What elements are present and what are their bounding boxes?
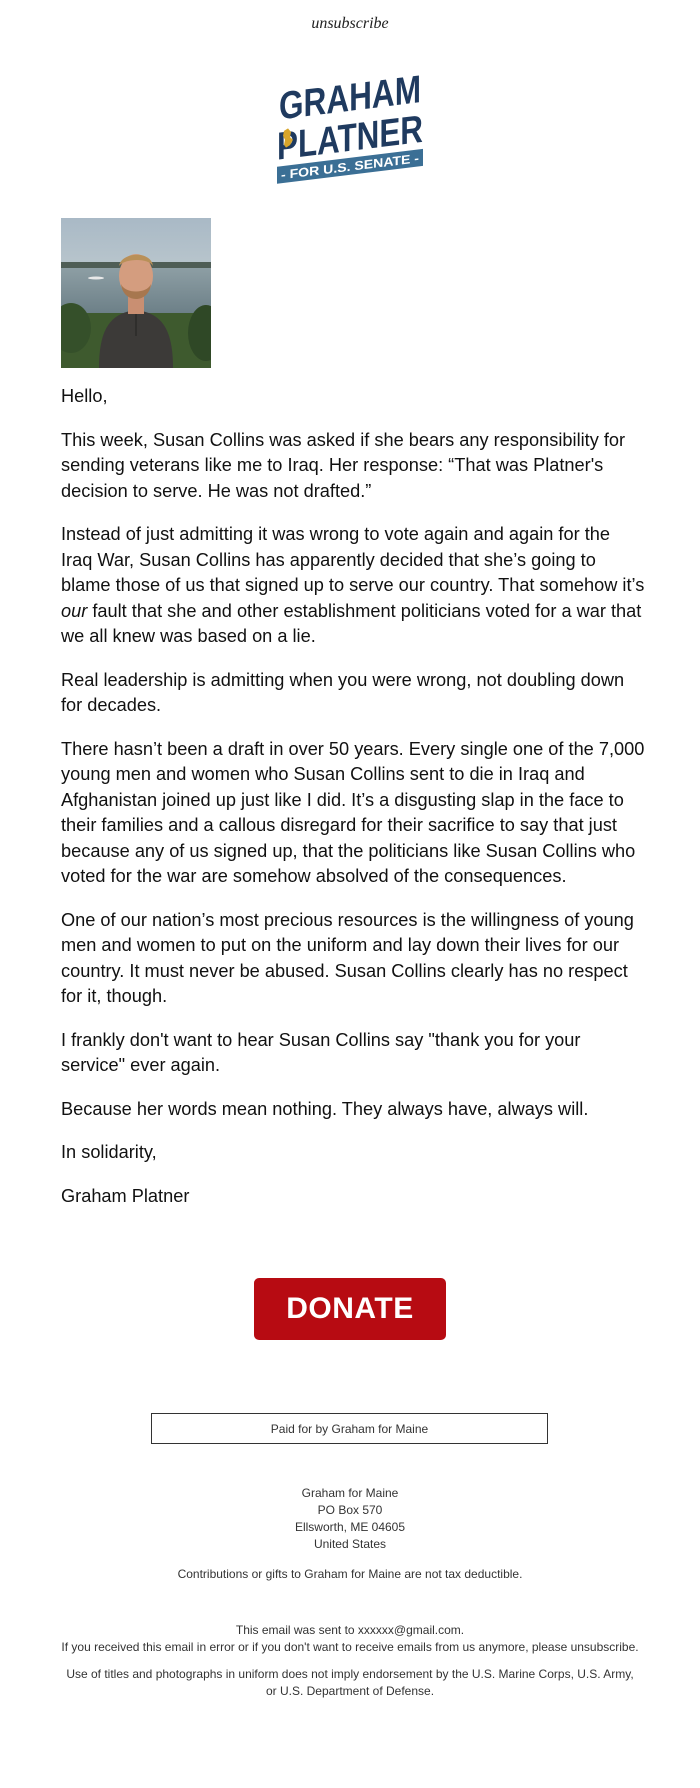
campaign-logo-graphic — [275, 68, 425, 186]
address-line-4: United States — [313, 1537, 387, 1551]
donate-button[interactable]: DONATE — [254, 1278, 446, 1340]
logo-line-2: PLATNER — [277, 103, 425, 169]
address-line-3: Ellsworth, ME 04605 — [294, 1520, 406, 1534]
disclaimer-line-1: Use of titles and photographs in uniform does not imply endorsement by the U.S. Marine Corps, U.S. Army, — [66, 1667, 634, 1681]
disclaimer — [0, 1666, 700, 1700]
email-body — [61, 384, 646, 1209]
paragraph-5: One of our nation’s most precious resources is the willingness of young men and women to put on the uniform and lay down their lives for our country. It must never be abused. Susan Collins clearly has no respect for it, though. — [61, 909, 634, 1006]
campaign-logo[interactable] — [275, 68, 425, 186]
paragraph-3: Real leadership is admitting when you were wrong, not doubling down for decades. — [61, 669, 625, 715]
address-line-2: PO Box 570 — [317, 1503, 383, 1517]
sent-to-line: This email was sent to xxxxxx@gmail.com. — [235, 1623, 465, 1637]
greeting: Hello, — [61, 386, 108, 406]
mailing-address — [0, 1485, 700, 1553]
paragraph-2 — [61, 522, 646, 650]
paragraph-2-end: fault that she and other establishment politicians voted for a war that we all knew was based on a lie. — [61, 600, 642, 646]
address-line-1: Graham for Maine — [301, 1486, 399, 1500]
paragraph-2-emphasis: our — [61, 600, 88, 621]
unsubscribe-link[interactable]: unsubscribe — [311, 15, 389, 32]
logo-line-1: GRAHAM — [279, 68, 425, 129]
signature: Graham Platner — [61, 1185, 190, 1206]
paragraph-7: Because her words mean nothing. They always have, always will. — [61, 1098, 589, 1119]
paragraph-4: There hasn’t been a draft in over 50 years. Every single one of the 7,000 young men and women who Susan Collins sent to die in Iraq and Afghanistan joined up just like I did. It’s a disgusting slap in the face to their families and a callous disregard for their sacrifice to say that just because any of us signed up, that the politicians like Susan Collins who voted for the war are somehow absolved of the consequences. — [61, 738, 645, 886]
disclaimer-line-2: or U.S. Department of Defense. — [265, 1684, 435, 1698]
paragraph-6: I frankly don't want to hear Susan Collins say "thank you for your service" ever again. — [61, 1029, 581, 1075]
candidate-photo — [61, 218, 211, 368]
paragraph-1: This week, Susan Collins was asked if she bears any responsibility for sending veterans like me to Iraq. Her response: “That was Platner's decision to serve. He was not drafted.” — [61, 429, 626, 501]
paid-for-notice: Paid for by Graham for Maine — [151, 1413, 548, 1444]
closing: In solidarity, — [61, 1142, 157, 1162]
paragraph-2-start: Instead of just admitting it was wrong to vote again and again for the Iraq War, Susan Collins has apparently decided that she’s going to blame those of us that signed up to serve our country. That somehow it’s — [61, 524, 645, 595]
tax-note: Contributions or gifts to Graham for Maine are not tax deductible. — [177, 1567, 523, 1581]
unsubscribe-note[interactable]: If you received this email in error or if you don't want to receive emails from us anymore, please unsubscribe. — [61, 1640, 639, 1654]
logo-tagline: - FOR U.S. SENATE - — [281, 153, 404, 183]
recipient-notice — [0, 1622, 700, 1656]
